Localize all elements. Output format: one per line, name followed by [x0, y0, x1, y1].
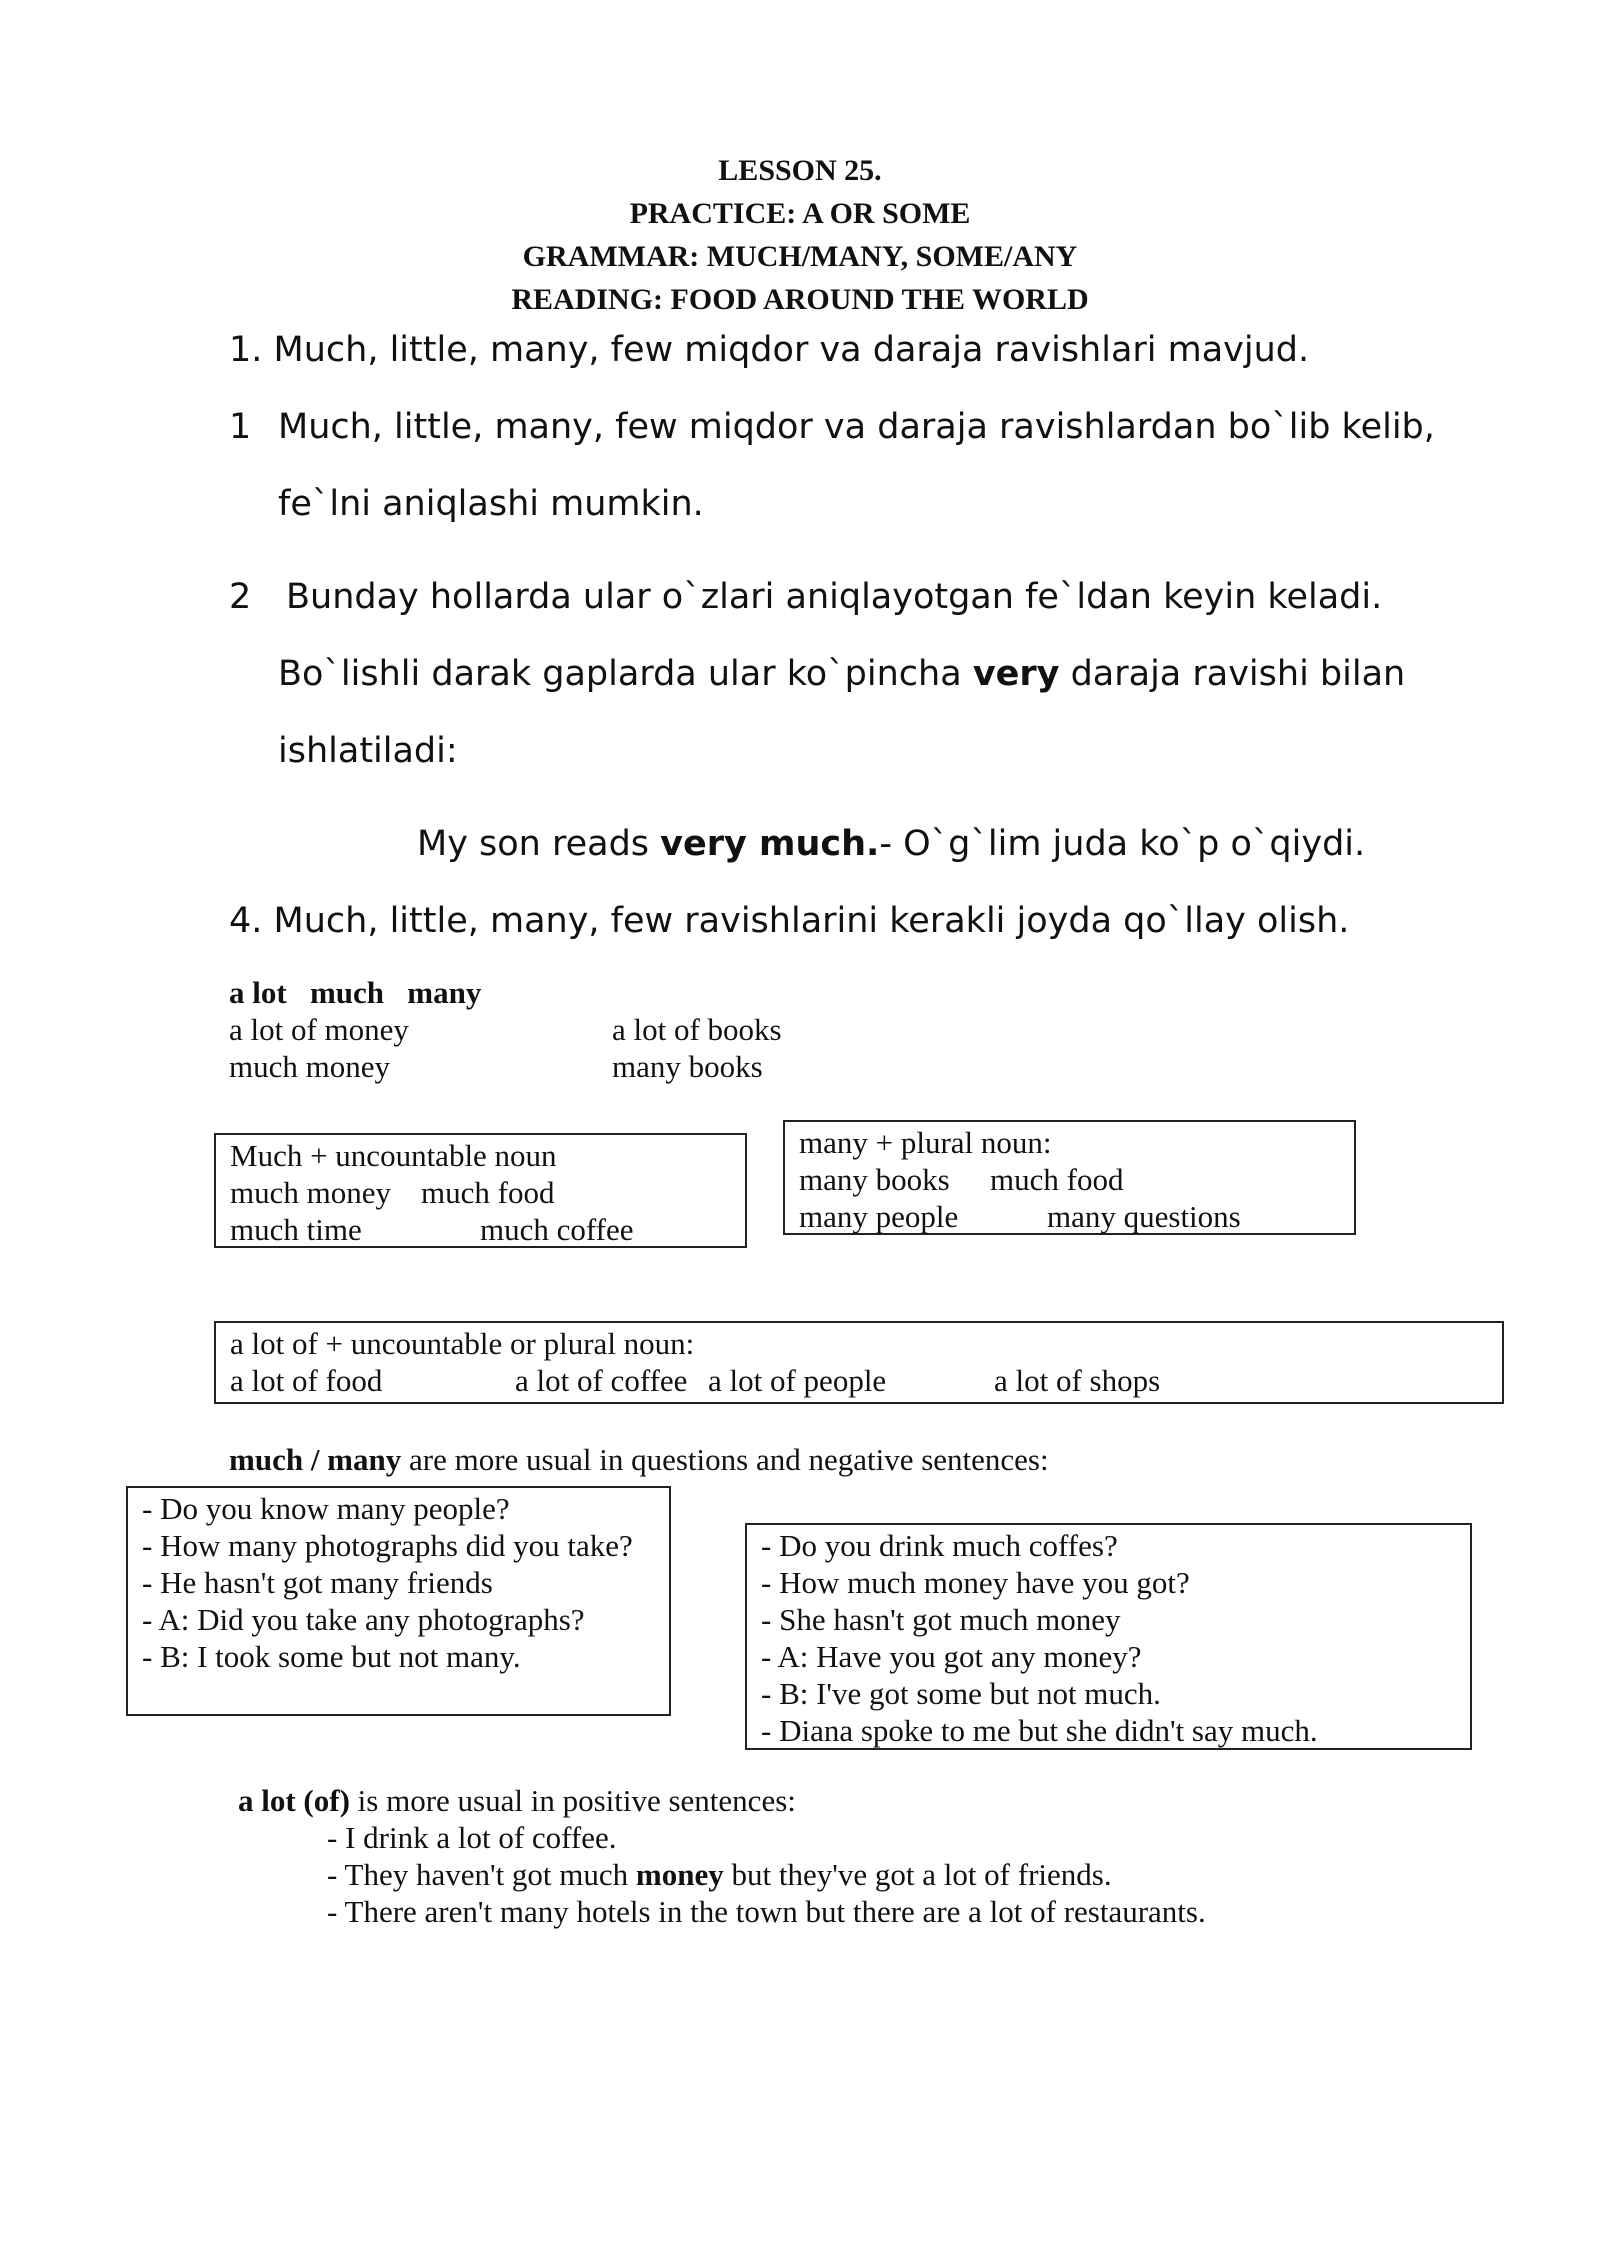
- box-many-r2b: many questions: [1047, 1199, 1241, 1234]
- many-example-5: - B: I took some but not many.: [142, 1639, 521, 1674]
- intro-row-1-right: a lot of books: [612, 1012, 782, 1047]
- much-example-2: - How much money have you got?: [761, 1565, 1190, 1600]
- point-3-line-3: ishlatiladi:: [278, 731, 458, 771]
- much-example-4: - A: Have you got any money?: [761, 1639, 1142, 1674]
- example-bold: very much.: [660, 824, 880, 864]
- a-lot-example-1: - I drink a lot of coffee.: [327, 1820, 617, 1855]
- grammar-title: GRAMMAR: MUCH/MANY, SOME/ANY: [522, 240, 1078, 273]
- usage-a-lot-of: [238, 1782, 796, 1819]
- box-alot-item-1: a lot of food: [230, 1363, 383, 1398]
- box-much-uncountable: [214, 1133, 747, 1248]
- box-much-r2a: much time: [230, 1212, 362, 1247]
- usage-much-many-bold: much / many: [229, 1442, 402, 1477]
- example-post: - O`g`lim juda ko`p o`qiydi.: [879, 824, 1366, 864]
- box-alot-title: a lot of + uncountable or plural noun:: [230, 1326, 695, 1361]
- point-3-number: 2: [229, 577, 252, 617]
- point-3-line-2: [278, 652, 1405, 696]
- much-example-5: - B: I've got some but not much.: [761, 1676, 1161, 1711]
- a-lot-example-3: - There aren't many hotels in the town but there are a lot of restaurants.: [327, 1894, 1206, 1929]
- many-example-1: - Do you know many people?: [142, 1491, 510, 1526]
- point-2-line-2: fe`lni aniqlashi mumkin.: [278, 484, 704, 524]
- a-lot-example-2: [327, 1856, 1112, 1893]
- point-2-line-1: Much, little, many, few miqdor va daraja ravishlardan bo`lib kelib,: [278, 407, 1435, 447]
- box-examples-much: [745, 1523, 1472, 1750]
- box-many-title: many + plural noun:: [799, 1125, 1052, 1160]
- point-3-line-1: Bunday hollarda ular o`zlari aniqlayotgan fe`ldan keyin keladi.: [286, 577, 1383, 617]
- point-4: 4. Much, little, many, few ravishlarini kerakli joyda qo`llay olish.: [229, 901, 1350, 941]
- intro-word-much: much: [309, 975, 385, 1010]
- example-sentence: [417, 822, 1365, 866]
- box-many-r2a: many people: [799, 1199, 959, 1234]
- box-a-lot-of: [214, 1321, 1504, 1404]
- a-lot-example-2-post: but they've got a lot of friends.: [723, 1857, 1112, 1892]
- box-examples-many: [126, 1486, 671, 1716]
- intro-row-2-right: many books: [612, 1049, 763, 1084]
- much-example-1: - Do you drink much coffes?: [761, 1528, 1118, 1563]
- many-example-4: - A: Did you take any photographs?: [142, 1602, 585, 1637]
- a-lot-example-2-pre: - They haven't got much: [327, 1857, 636, 1892]
- practice-title: PRACTICE: A OR SOME: [629, 197, 971, 230]
- box-many-plural: [783, 1120, 1356, 1235]
- reading-title: READING: FOOD AROUND THE WORLD: [511, 283, 1089, 316]
- box-alot-item-2: a lot of coffee: [515, 1363, 688, 1398]
- point-2-number: 1: [229, 407, 252, 447]
- usage-a-lot-of-bold: a lot (of): [238, 1783, 350, 1818]
- intro-row-1-left: a lot of money: [229, 1012, 409, 1047]
- box-alot-item-4: a lot of shops: [994, 1363, 1161, 1398]
- very-emphasis: very: [972, 654, 1060, 694]
- intro-word-alot: a lot: [229, 975, 287, 1010]
- point-3-line-2-post: daraja ravishi bilan: [1059, 654, 1406, 694]
- usage-a-lot-of-rest: is more usual in positive sentences:: [349, 1783, 796, 1818]
- much-example-3: - She hasn't got much money: [761, 1602, 1121, 1637]
- box-alot-item-3: a lot of people: [708, 1363, 887, 1398]
- a-lot-example-2-bold: money: [635, 1857, 724, 1892]
- point-3-line-2-pre: Bo`lishli darak gaplarda ular ko`pincha: [278, 654, 973, 694]
- box-many-r1a: many books: [799, 1162, 950, 1197]
- intro-word-many: many: [407, 975, 482, 1010]
- box-much-r1a: much money: [230, 1175, 391, 1210]
- box-much-r2b: much coffee: [480, 1212, 634, 1247]
- box-many-r1b: much food: [990, 1162, 1124, 1197]
- intro-heading: [229, 974, 481, 1011]
- usage-much-many-rest: are more usual in questions and negative sentences:: [401, 1442, 1049, 1477]
- many-example-3: - He hasn't got many friends: [142, 1565, 493, 1600]
- point-1: 1. Much, little, many, few miqdor va daraja ravishlari mavjud.: [229, 330, 1310, 370]
- lesson-title: LESSON 25.: [718, 154, 882, 187]
- much-example-6: - Diana spoke to me but she didn't say much.: [761, 1713, 1318, 1748]
- many-example-2: - How many photographs did you take?: [142, 1528, 633, 1563]
- intro-row-2-left: much money: [229, 1049, 390, 1084]
- example-pre: My son reads: [417, 824, 661, 864]
- usage-much-many: [229, 1441, 1049, 1478]
- box-much-title: Much + uncountable noun: [230, 1138, 557, 1173]
- box-much-r1b: much food: [421, 1175, 555, 1210]
